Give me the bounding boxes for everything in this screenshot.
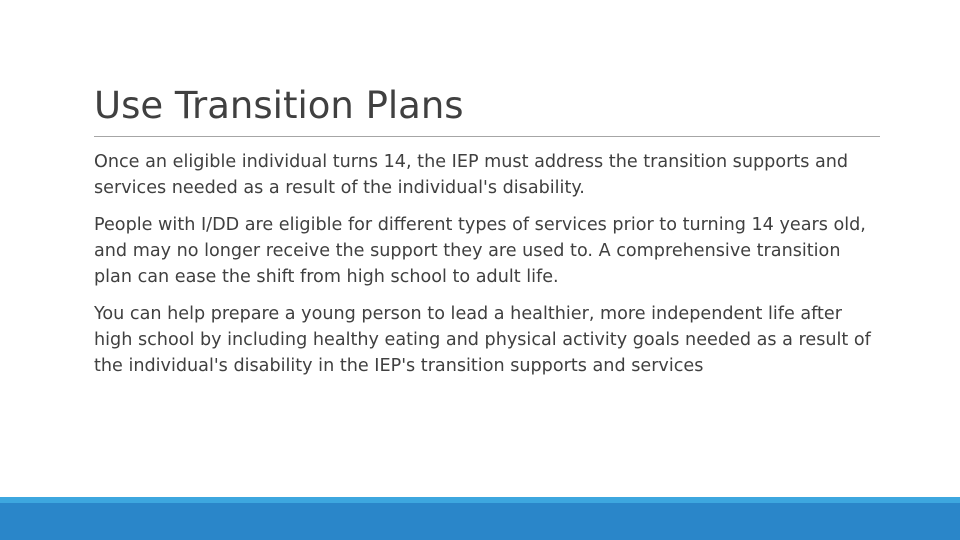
footer-bar — [0, 503, 960, 540]
slide-body — [94, 149, 884, 390]
slide-title: Use Transition Plans — [94, 84, 464, 127]
paragraph-transition-requirement: Once an eligible individual turns 14, the IEP must address the transition supports and services needed as a result of the individual's disability. — [94, 152, 849, 198]
paragraph-eligibility: People with I/DD are eligible for different types of services prior to turning 14 years old, and may no longer receive the support they are used to. A comprehensive transition plan can ease the shift from high school to adult life. — [94, 215, 866, 287]
title-divider — [94, 136, 880, 137]
paragraph-how-to-help: You can help prepare a young person to lead a healthier, more independent life after high school by including healthy eating and physical activity goals needed as a result of the individual's disability in the IEP's transition supports and services — [94, 304, 871, 376]
